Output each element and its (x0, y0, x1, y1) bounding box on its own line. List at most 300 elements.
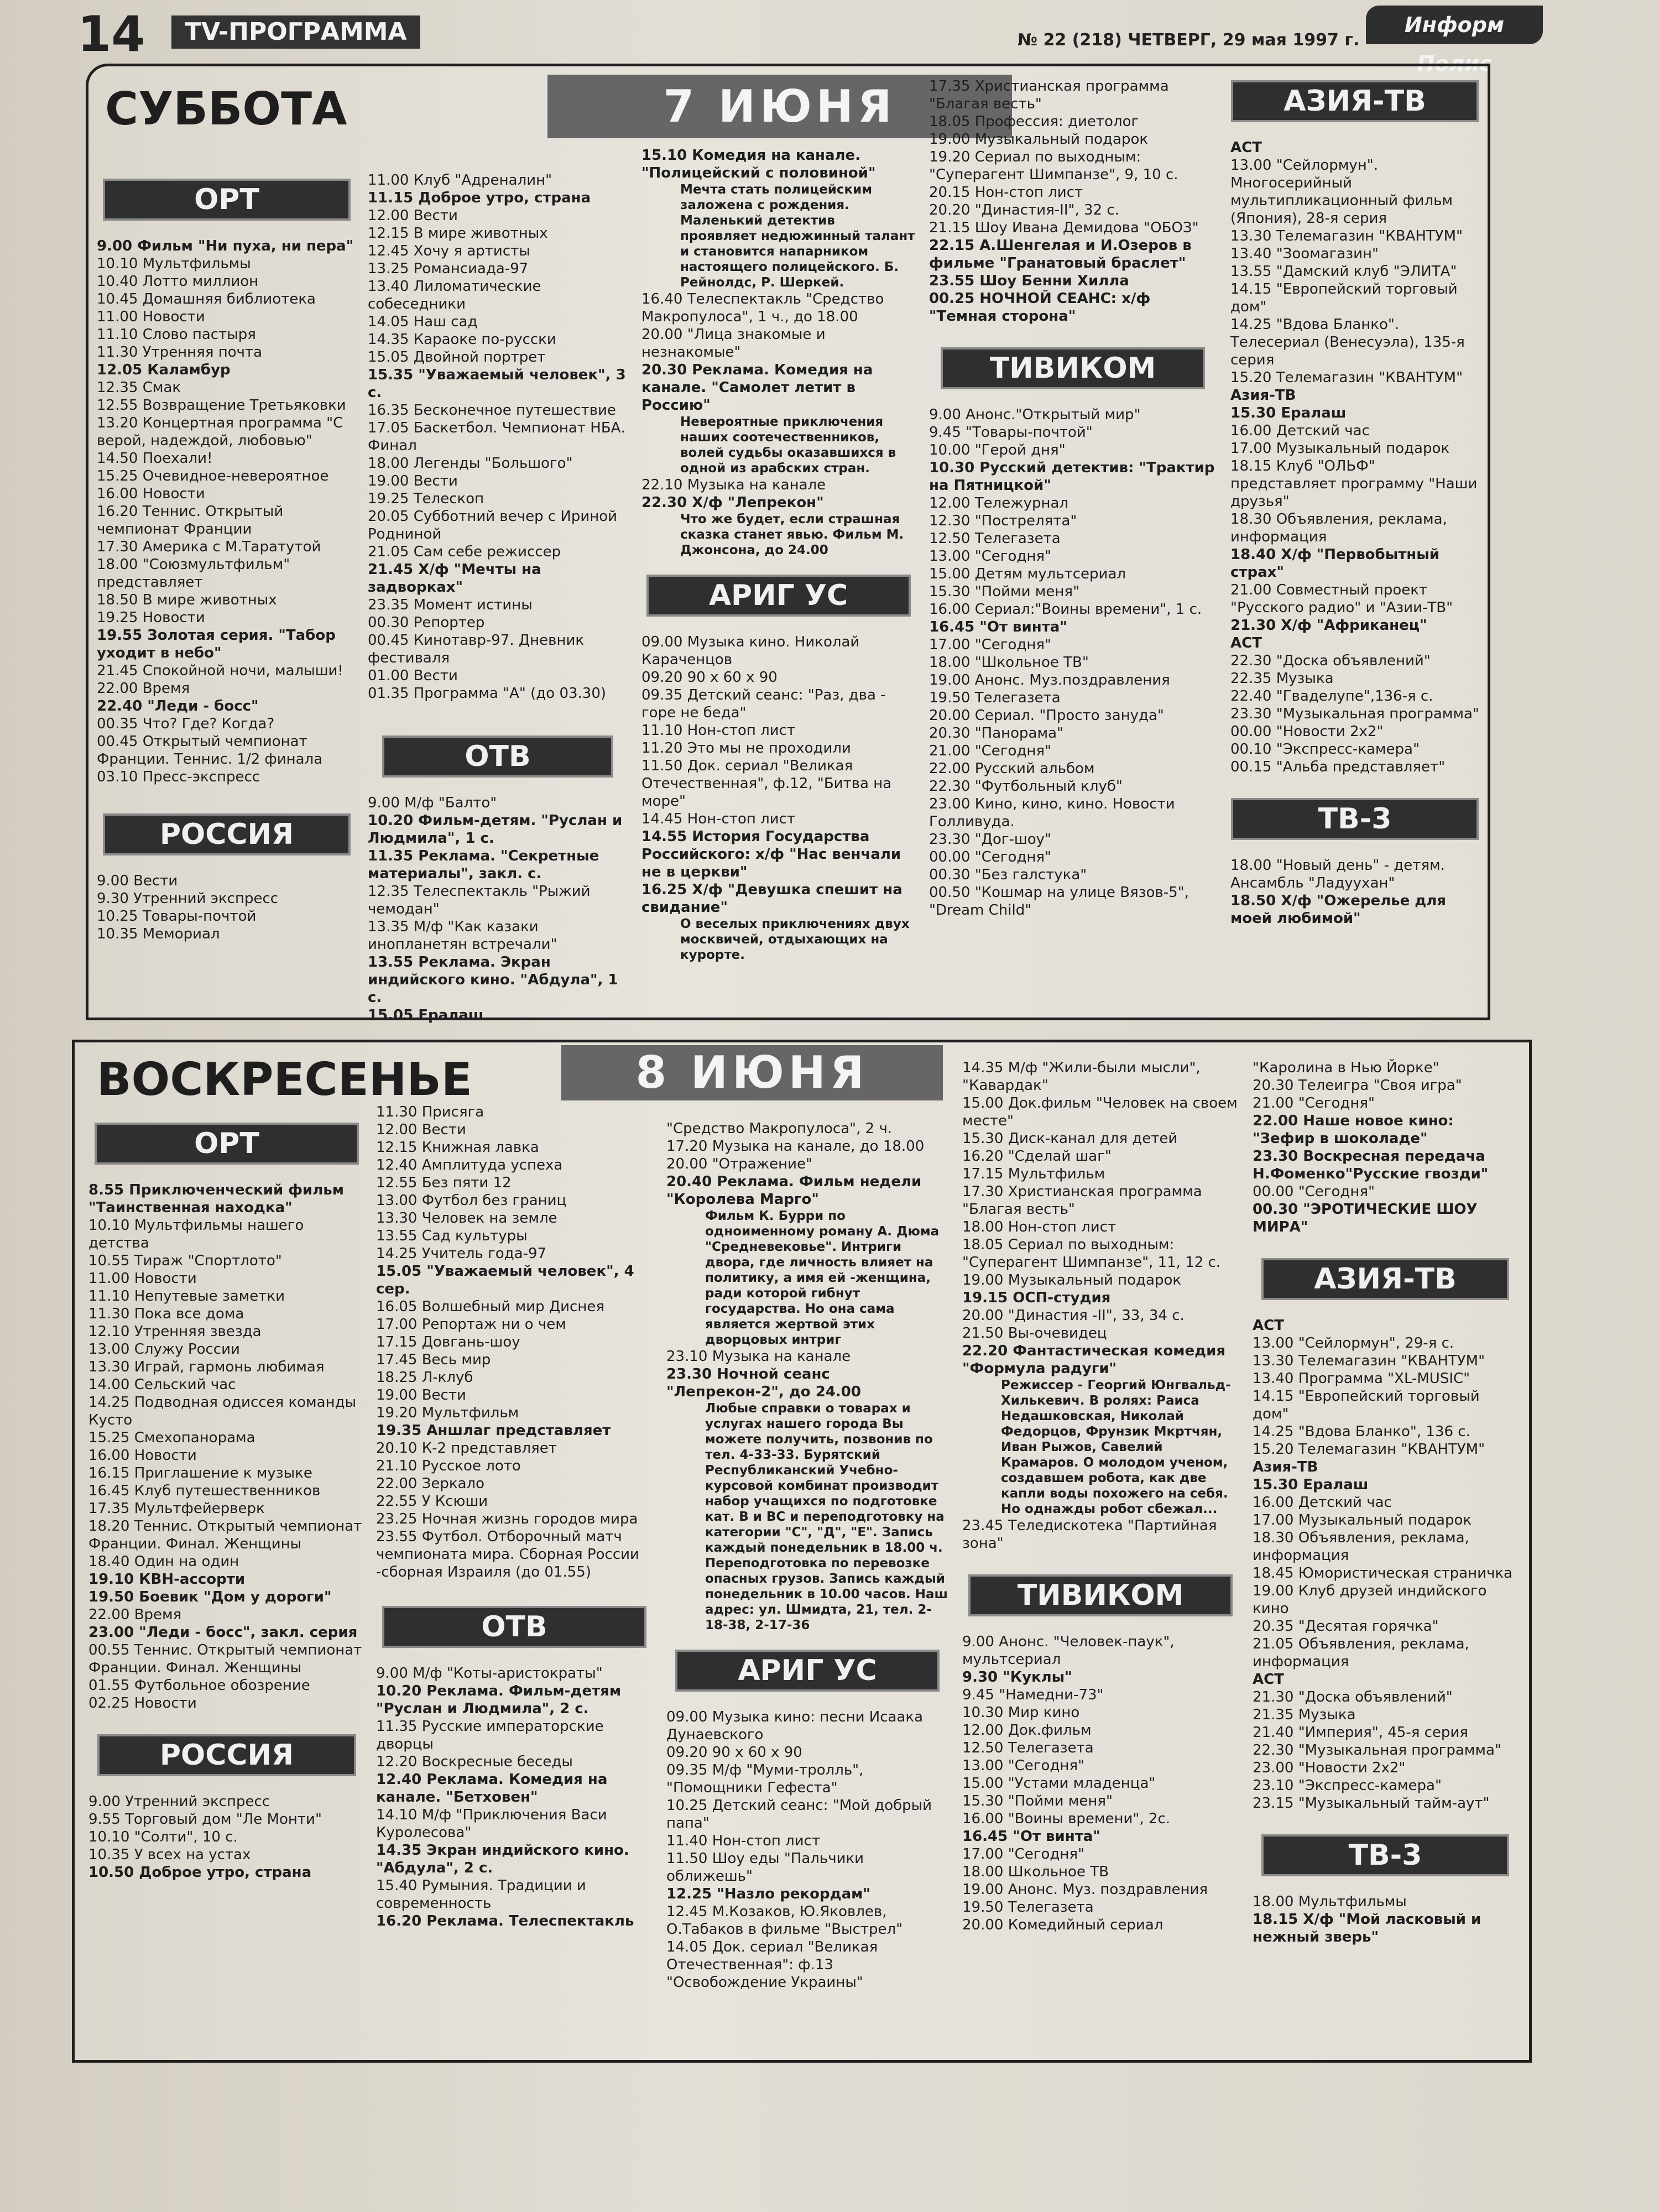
program-item: 16.20 Реклама. Телеспектакль (376, 1913, 634, 1929)
program-item: 22.40 "Леди - босс" (97, 698, 259, 714)
program-item: 15.00 Детям мультсериал (929, 566, 1126, 582)
channel-logo-rossiya: РОССИЯ (103, 813, 351, 855)
channel-logo-aziya: АЗИЯ-ТВ (1231, 80, 1479, 122)
program-item: 23.55 Футбол. Отборочный матч чемпионата мира. Сборная России -сборная Израиля (до 01.55) (376, 1528, 639, 1580)
channel-logo-aziya: АЗИЯ-ТВ (1261, 1258, 1509, 1300)
program-item: 11.50 Шоу еды "Пальчики оближешь" (666, 1850, 864, 1885)
program-list (376, 1103, 653, 1581)
program-item: 15.25 Очевидное-невероятное (97, 468, 329, 484)
program-item: 16.20 Теннис. Открытый чемпионат Франции (97, 503, 284, 538)
program-item: 01.00 Вести (368, 667, 458, 684)
program-item: 18.00 Мультфильмы (1253, 1893, 1407, 1910)
program-item: 23.10 Музыка на канале (666, 1348, 851, 1365)
program-item: 13.30 Телемагазин "КВАНТУМ" (1253, 1353, 1485, 1369)
program-item: 13.30 Человек на земле (376, 1210, 557, 1227)
program-item: 13.40 "Зоомагазин" (1230, 246, 1379, 262)
program-item: 8.55 Приключенческий фильм "Таинственная находка" (88, 1182, 344, 1216)
program-item: 19.15 ОСП-студия (962, 1290, 1111, 1306)
program-item: 11.50 Док. сериал "Великая Отечественная", ф.12, "Битва на море" (641, 758, 892, 810)
program-item: 13.55 Реклама. Экран индийского кино. "Абдула", 1 с. (368, 954, 618, 1006)
channel-column-tivikom (962, 1059, 1239, 2052)
program-item: 15.30 Ералаш (1230, 405, 1347, 421)
channel-column-aziya (1253, 1059, 1518, 2052)
program-item: 9.00 Анонс. "Человек-паук", мультсериал (962, 1634, 1175, 1668)
program-item: 19.00 Вести (376, 1387, 466, 1404)
program-item: 16.00 Новости (88, 1447, 197, 1464)
program-item: 16.00 Детский час (1253, 1494, 1392, 1511)
channel-column-aziya (1230, 80, 1479, 1015)
program-item: 15.30 "Пойми меня" (962, 1793, 1113, 1809)
program-item: 00.00 "Новости 2х2" (1230, 723, 1384, 740)
program-note: Любые справки о товарах и услугах нашего города Вы можете получить, позвонив по тел. 4-33-33. Бурятский Республиканский Учебно-курсовой комбинат производит набор учащихся по подготовке кат. В и ВС и переподготовку на категории "С", "Д", "Е". Запись каждый понедельник в 18.00 ч. Переподготовка по перевозке опасных грузов. Запись каждый понедельник в 10.00 часов. Наш адрес: ул. Шмидта, 21, тел. 2-18-38, 2-17-36 (705, 1401, 948, 1632)
program-item: 19.20 Сериал по выходным: "Суперагент Шимпанзе", 9, 10 с. (929, 149, 1178, 183)
program-item: 17.30 Америка с М.Таратутой (97, 539, 321, 555)
program-item: 9.00 М/ф "Коты-аристократы" (376, 1665, 603, 1682)
program-item: 23.30 Ночной сеанс "Лепрекон-2", до 24.00 (666, 1366, 861, 1400)
program-item: 10.55 Тираж "Спортлото" (88, 1253, 282, 1269)
program-item: 11.35 Реклама. "Секретные материалы", закл. с. (368, 848, 599, 882)
program-item: 11.35 Русские императорские дворцы (376, 1718, 604, 1752)
program-item: 18.00 Школьное ТВ (962, 1864, 1109, 1880)
program-item: 16.00 Новости (97, 486, 205, 502)
program-item: 14.15 "Европейский торговый дом" (1230, 281, 1458, 315)
program-item: 15.05 Ералаш (368, 1007, 484, 1024)
program-item: 15.20 Телемагазин "КВАНТУМ" (1253, 1441, 1485, 1458)
program-item: 18.40 Один на один (88, 1553, 239, 1570)
channel-logo-otv: ОТВ (382, 735, 613, 778)
program-list (1253, 1893, 1518, 1946)
program-item: 9.45 "Товары-почтой" (929, 424, 1093, 441)
program-item: 18.25 Л-клуб (376, 1369, 473, 1386)
program-item: 23.55 Шоу Бенни Хилла (929, 273, 1129, 289)
program-item: 19.50 Боевик "Дом у дороги" (88, 1589, 332, 1605)
program-item: 16.45 "От винта" (929, 619, 1067, 635)
program-item: 14.05 Док. сериал "Великая Отечественная": ф.13 "Освобождение Украины" (666, 1939, 878, 1991)
program-item: 18.05 Сериал по выходным: "Суперагент Шимпанзе", 11, 12 с. (962, 1237, 1221, 1271)
program-item: 16.25 Х/ф "Девушка спешит на свидание" (641, 881, 902, 916)
program-item: 19.25 Телескоп (368, 491, 484, 507)
program-item: 14.35 Экран индийского кино. "Абдула", 2 с. (376, 1842, 629, 1876)
program-item: 14.35 М/ф "Жили-были мысли", "Кавардак" (962, 1060, 1201, 1094)
program-item: 11.00 Новости (88, 1270, 197, 1287)
program-item: 13.25 Романсиада-97 (368, 260, 529, 277)
program-item: 19.10 КВН-ассорти (88, 1571, 246, 1588)
program-item: 19.50 Телегазета (929, 690, 1061, 706)
program-item: 22.35 Музыка (1230, 670, 1334, 687)
program-list (666, 1120, 948, 1633)
program-item: 16.00 "Воины времени", 2с. (962, 1811, 1171, 1827)
program-item: 15.05 Двойной портрет (368, 349, 546, 366)
program-item: 18.00 "Новый день" - детям. Ансамбль "Ладуухан" (1230, 857, 1445, 891)
program-item: 10.50 Доброе утро, страна (88, 1864, 312, 1881)
day-date: 7 ИЮНЯ (547, 75, 1012, 138)
program-item: 15.10 Комедия на канале. "Полицейский с половиной" (641, 147, 876, 181)
program-item: 11.30 Присяга (376, 1104, 484, 1120)
program-item: 00.45 Кинотавр-97. Дневник фестиваля (368, 632, 585, 666)
program-item: 20.00 "Лица знакомые и незнакомые" (641, 326, 826, 361)
program-item: 15.05 "Уважаемый человек", 4 сер. (376, 1263, 634, 1297)
program-item: 00.50 "Кошмар на улице Вязов-5", "Dream Child" (929, 884, 1189, 919)
day-name: ВОСКРЕСЕНЬЕ (97, 1053, 472, 1106)
program-item: 21.10 Русское лото (376, 1458, 521, 1474)
program-note: Невероятные приключения наших соотечественников, волей судьбы оказавшихся в одной из арабских стран. (680, 415, 896, 476)
program-list (376, 1665, 653, 1930)
program-item: 14.25 Подводная одиссея команды Кусто (88, 1394, 357, 1428)
program-list (368, 171, 628, 702)
program-item: 12.45 М.Козаков, Ю.Яковлев, О.Табаков в фильме "Выстрел" (666, 1903, 903, 1938)
program-item: АСТ (1230, 635, 1262, 651)
program-item: 12.45 Хочу я артисты (368, 243, 530, 259)
program-item: 18.15 Х/ф "Мой ласковый и нежный зверь" (1253, 1911, 1481, 1945)
program-item: 16.45 Клуб путешественников (88, 1483, 321, 1499)
program-item: 00.00 "Сегодня" (1253, 1183, 1375, 1200)
program-item: 15.00 Док.фильм "Человек на своем месте" (962, 1095, 1238, 1129)
day-date: 8 ИЮНЯ (561, 1045, 943, 1100)
program-item: 13.00 "Сейлормун". Многосерийный мультипликационный фильм (Япония), 28-я серия (1230, 157, 1453, 227)
program-note: Фильм К. Бурри по одноименному роману А. Дюма "Средневековье". Интриги двора, где личность влияет на политику, а имя ей -женщина, ради которой гибнут государства. Но она сама является жертвой этих дворцовых интриг (705, 1209, 940, 1347)
channel-column-otv-cont (666, 1120, 948, 2052)
program-item: 12.25 "Назло рекордам" (666, 1886, 870, 1902)
program-item: 12.00 Тележурнал (929, 495, 1069, 512)
program-item: 18.00 Легенды "Большого" (368, 455, 573, 472)
channel-logo-tivikom: ТИВИКОМ (968, 1574, 1233, 1616)
channel-logo-arig: АРИГ УС (646, 575, 911, 617)
program-item: 17.00 "Сегодня" (929, 637, 1051, 653)
program-item: 21.35 Музыка (1253, 1707, 1356, 1723)
program-item: 13.00 "Сегодня" (929, 548, 1051, 565)
program-item: 18.50 В мире животных (97, 592, 277, 608)
program-item: 20.00 "Династия -II", 33, 34 с. (962, 1307, 1185, 1324)
program-item: 11.30 Утренняя почта (97, 344, 263, 361)
program-item: 13.00 "Сейлормун", 29-я с. (1253, 1335, 1454, 1352)
program-note: О веселых приключениях двух москвичей, отдыхающих на курорте. (680, 917, 910, 962)
program-item: 21.30 Х/ф "Африканец" (1230, 617, 1427, 634)
program-item: 01.35 Программа "А" (до 03.30) (368, 685, 607, 702)
program-list (962, 1633, 1239, 1934)
program-item: 14.15 "Европейский торговый дом" (1253, 1388, 1480, 1422)
program-item: 10.20 Фильм-детям. "Руслан и Людмила", 1 с. (368, 812, 623, 847)
channel-column-ort (97, 169, 357, 1015)
program-item: 9.55 Торговый дом "Ле Монти" (88, 1811, 322, 1828)
program-item: 12.15 В мире животных (368, 225, 548, 242)
program-item: 19.35 Аншлаг представляет (376, 1422, 611, 1439)
program-item: 09.00 Музыка кино. Николай Караченцов (641, 634, 860, 668)
channel-column-ort (88, 1123, 365, 2052)
program-item: 12.00 Док.фильм (962, 1722, 1092, 1739)
program-list (1253, 1059, 1518, 1236)
program-item: 17.45 Весь мир (376, 1352, 491, 1368)
program-item: Азия-ТВ (1253, 1459, 1318, 1475)
program-item: 20.35 "Десятая горячка" (1253, 1618, 1439, 1635)
program-item: 18.00 Нон-стоп лист (962, 1219, 1117, 1235)
program-item: 20.15 Нон-стоп лист (929, 184, 1083, 201)
program-item: 18.30 Объявления, реклама, информация (1230, 511, 1447, 545)
program-item: 20.30 Телеигра "Своя игра" (1253, 1077, 1462, 1094)
program-list (88, 1181, 365, 1712)
program-item: 15.30 Диск-канал для детей (962, 1130, 1178, 1147)
program-item: 14.10 М/ф "Приключения Васи Куролесова" (376, 1807, 607, 1841)
program-item: 00.15 "Альба представляет" (1230, 759, 1446, 775)
program-item: 12.40 Амплитуда успеха (376, 1157, 563, 1173)
program-item: 13.20 Концертная программа "С верой, надеждой, любовью" (97, 415, 343, 449)
program-item: 11.30 Пока все дома (88, 1306, 244, 1322)
program-item: 12.00 Вести (368, 207, 458, 224)
program-item: 10.25 Товары-почтой (97, 908, 257, 925)
program-item: 15.25 Смехопанорама (88, 1430, 255, 1446)
program-item: 15.30 "Пойми меня" (929, 583, 1079, 600)
program-item: 20.40 Реклама. Фильм недели "Королева Марго" (666, 1173, 922, 1208)
program-item: АСТ (1253, 1671, 1284, 1688)
program-item: 9.30 "Куклы" (962, 1669, 1072, 1686)
program-note: Мечта стать полицейским заложена с рождения. Маленький детектив проявляет недюжинный талант и становится напарником настоящего полицейского. Б. Рейнолдс, Р. Шеркей. (680, 182, 915, 290)
program-list (1230, 139, 1479, 776)
channel-logo-tivikom: ТИВИКОМ (941, 347, 1205, 389)
program-item: 00.30 "Без галстука" (929, 867, 1087, 883)
program-item: 13.00 Футбол без границ (376, 1192, 567, 1209)
saturday-schedule (86, 64, 1490, 1024)
program-item: 21.45 Х/ф "Мечты на задворках" (368, 561, 541, 596)
program-item: 10.10 "Солти", 10 с. (88, 1829, 238, 1845)
program-item: 10.35 У всех на устах (88, 1846, 251, 1863)
program-item: 17.00 "Сегодня" (962, 1846, 1084, 1863)
program-item: 19.00 Музыкальный подарок (929, 131, 1149, 148)
page-number: 14 (77, 6, 145, 62)
program-item: 22.15 А.Шенгелая и И.Озеров в фильме "Гранатовый браслет" (929, 237, 1192, 272)
program-item: 13.30 Играй, гармонь любимая (88, 1359, 325, 1375)
program-item: 23.30 "Дог-шоу" (929, 831, 1051, 848)
program-item: 12.40 Реклама. Комедия на канале. "Бетховен" (376, 1771, 608, 1806)
masthead (77, 6, 1637, 76)
channel-logo-tv3: ТВ-3 (1231, 798, 1479, 840)
program-item: 18.00 "Школьное ТВ" (929, 654, 1089, 671)
program-item: 10.40 Лотто миллион (97, 273, 259, 290)
program-item: 10.25 Детский сеанс: "Мой добрый папа" (666, 1797, 932, 1832)
program-item: 23.30 Воскресная передача Н.Фоменко"Русские гвозди" (1253, 1148, 1489, 1182)
program-item: 22.00 Время (88, 1606, 182, 1623)
program-item: 18.20 Теннис. Открытый чемпионат Франции. Финал. Женщины (88, 1518, 362, 1552)
program-list (641, 147, 915, 558)
program-item: 21.40 "Империя", 45-я серия (1253, 1724, 1468, 1741)
program-item: 02.25 Новости (88, 1695, 197, 1712)
program-item: 15.30 Ералаш (1253, 1477, 1369, 1493)
program-item: 16.40 Телеспектакль "Средство Макропулоса", 1 ч., до 18.00 (641, 291, 884, 325)
program-item: Азия-ТВ (1230, 387, 1296, 404)
program-item: 17.00 Репортаж ни о чем (376, 1316, 566, 1333)
program-item: 12.55 Возвращение Третьяковки (97, 397, 346, 414)
channel-column-tivikom (929, 77, 1217, 1015)
program-item: 13.35 М/ф "Как казаки инопланетян встречали" (368, 919, 557, 953)
channel-logo-ort: ОРТ (103, 179, 351, 221)
program-item: 12.30 "Пострелята" (929, 513, 1077, 529)
sunday-schedule (72, 1040, 1532, 2063)
program-item: 23.00 "Новости 2х2" (1253, 1760, 1406, 1776)
program-item: 12.50 Телегазета (929, 530, 1061, 547)
program-item: 12.50 Телегазета (962, 1740, 1094, 1756)
program-item: 10.45 Домашняя библиотека (97, 291, 316, 307)
program-item: 21.05 Сам себе режиссер (368, 544, 561, 560)
program-item: 23.45 Теледискотека "Партийная зона" (962, 1517, 1217, 1552)
program-item: 13.30 Телемагазин "КВАНТУМ" (1230, 228, 1463, 244)
program-item: 10.30 Русский детектив: "Трактир на Пятницкой" (929, 460, 1215, 494)
program-item: 17.15 Мультфильм (962, 1166, 1105, 1182)
program-item: 11.10 Нон-стоп лист (641, 722, 796, 739)
program-item: 22.30 "Музыкальная программа" (1253, 1742, 1501, 1759)
program-item: 13.55 "Дамский клуб "ЭЛИТА" (1230, 263, 1457, 280)
program-item: 19.00 Анонс. Муз. поздравления (962, 1881, 1208, 1898)
program-item: 09.00 Музыка кино: песни Исаака Дунаевского (666, 1709, 924, 1743)
program-item: 21.30 "Доска объявлений" (1253, 1689, 1453, 1705)
program-note: Что же будет, если страшная сказка станет явью. Фильм М. Джонсона, до 24.00 (680, 512, 904, 557)
program-item: 22.00 Русский альбом (929, 760, 1095, 777)
program-item: 14.25 "Вдова Бланко". Телесериал (Венесуэла), 135-я серия (1230, 316, 1465, 368)
channel-logo-ort: ОРТ (95, 1123, 359, 1165)
program-item: 14.55 История Государства Российского: х/ф "Нас венчали не в церкви" (641, 828, 901, 880)
issue-info: № 22 (218) ЧЕТВЕРГ, 29 мая 1997 г. (1018, 30, 1360, 50)
program-item: 22.30 "Доска объявлений" (1230, 653, 1431, 669)
program-item: 10.00 "Герой дня" (929, 442, 1066, 458)
program-item: 22.30 "Футбольный клуб" (929, 778, 1123, 795)
program-item: 03.10 Пресс-экспресс (97, 769, 260, 785)
program-item: 22.30 Х/ф "Лепрекон" (641, 494, 824, 511)
program-item: 9.00 Вести (97, 873, 178, 889)
program-item: 17.35 Христианская программа "Благая весть" (929, 78, 1169, 112)
program-item: 21.45 Спокойной ночи, малыши! (97, 662, 343, 679)
section-title: TV-ПРОГРАММА (171, 15, 420, 49)
program-item: 14.05 Наш сад (368, 314, 478, 330)
program-item: 23.30 "Музыкальная программа" (1230, 706, 1479, 722)
program-item: АСТ (1253, 1317, 1284, 1334)
program-item: 10.30 Мир кино (962, 1704, 1080, 1721)
program-item: 22.40 "Гваделупе",136-я с. (1230, 688, 1433, 705)
program-item: 21.05 Объявления, реклама, информация (1253, 1636, 1469, 1670)
program-item: 20.00 Комедийный сериал (962, 1917, 1164, 1933)
program-item: 23.00 "Леди - босс", закл. серия (88, 1624, 358, 1641)
program-item: 18.30 Объявления, реклама, информация (1253, 1530, 1469, 1564)
program-item: 9.00 Утренний экспресс (88, 1793, 270, 1810)
program-item: 09.20 90 х 60 х 90 (641, 669, 778, 686)
program-item: 12.35 Телеспектакль "Рыжий чемодан" (368, 883, 591, 917)
program-item: 20.30 Реклама. Комедия на канале. "Самолет летит в Россию" (641, 362, 873, 414)
program-item: 23.25 Ночная жизнь городов мира (376, 1511, 638, 1527)
program-item: 09.35 М/ф "Муми-тролль", "Помощники Гефеста" (666, 1762, 864, 1796)
program-item: 18.50 Х/ф "Ожерелье для моей любимой" (1230, 893, 1446, 927)
program-item: 17.15 Довгань-шоу (376, 1334, 520, 1350)
program-item: 00.30 Репортер (368, 614, 485, 631)
program-item: 22.20 Фантастическая комедия "Формула радуги" (962, 1343, 1226, 1377)
program-item: 12.35 Смак (97, 379, 181, 396)
program-item: 20.20 "Династия-II", 32 с. (929, 202, 1119, 218)
program-item: 23.10 "Экспресс-камера" (1253, 1777, 1442, 1794)
program-item: 18.45 Юмористическая страничка (1253, 1565, 1512, 1582)
program-item: 18.05 Профессия: диетолог (929, 113, 1139, 130)
program-item: 19.00 Вести (368, 473, 458, 489)
program-list (97, 237, 357, 786)
program-item: 00.35 Что? Где? Когда? (97, 716, 275, 732)
channel-logo-tv3: ТВ-3 (1261, 1834, 1509, 1876)
program-item: 09.20 90 х 60 х 90 (666, 1744, 802, 1761)
program-item: 17.05 Баскетбол. Чемпионат НБА. Финал (368, 420, 625, 454)
program-item: 00.10 "Экспресс-камера" (1230, 741, 1420, 758)
program-item: 14.25 "Вдова Бланко", 136 с. (1253, 1423, 1470, 1440)
program-list (929, 77, 1217, 325)
program-item: 11.10 Непутевые заметки (88, 1288, 285, 1305)
program-item: 18.15 Клуб "ОЛЬФ" представляет программу "Наши друзья" (1230, 458, 1478, 510)
program-item: 20.10 К-2 представляет (376, 1440, 557, 1457)
program-item: 10.10 Мультфильмы (97, 255, 251, 272)
program-item: 23.15 "Музыкальный тайм-аут" (1253, 1795, 1490, 1812)
program-item: 13.00 "Сегодня" (962, 1757, 1084, 1774)
day-name: СУББОТА (105, 83, 347, 135)
program-item: 14.45 Нон-стоп лист (641, 811, 796, 827)
program-item: 15.20 Телемагазин "КВАНТУМ" (1230, 369, 1463, 386)
program-item: 09.35 Детский сеанс: "Раз, два - горе не беда" (641, 687, 886, 721)
program-item: 20.00 "Отражение" (666, 1156, 812, 1172)
program-item: 18.00 "Союзмультфильм" представляет (97, 556, 290, 591)
program-item: 19.00 Музыкальный подарок (962, 1272, 1182, 1288)
program-item: 15.35 "Уважаемый человек", 3 с. (368, 367, 626, 401)
program-item: 19.00 Анонс. Муз.поздравления (929, 672, 1170, 688)
program-item: "Средство Макропулоса", 2 ч. (666, 1120, 893, 1137)
program-item: 21.00 Совместный проект "Русского радио" и "Азии-ТВ" (1230, 582, 1453, 616)
program-item: 14.35 Караоке по-русски (368, 331, 556, 348)
program-item: 23.35 Момент истины (368, 597, 533, 613)
program-item: 20.05 Субботний вечер с Ириной Родниной (368, 508, 618, 542)
program-item: 17.00 Музыкальный подарок (1253, 1512, 1472, 1528)
program-item: 17.20 Музыка на канале, до 18.00 (666, 1138, 925, 1155)
program-item: 12.10 Утренняя звезда (88, 1323, 262, 1340)
program-item: 22.00 Зеркало (376, 1475, 485, 1492)
program-item: 12.55 Без пяти 12 (376, 1175, 512, 1191)
program-item: 00.25 НОЧНОЙ СЕАНС: х/ф "Темная сторона" (929, 290, 1151, 325)
program-item: 16.00 Детский час (1230, 422, 1370, 439)
program-item: 13.40 Программа "XL-MUSIC" (1253, 1370, 1470, 1387)
program-item: 00.45 Открытый чемпионат Франции. Теннис. 1/2 финала (97, 733, 323, 768)
program-item: 16.45 "От винта" (962, 1828, 1100, 1845)
program-item: 9.30 Утренний экспресс (97, 890, 279, 907)
program-item: 9.00 Фильм "Ни пуха, ни пера" (97, 238, 354, 254)
channel-column-otv-cont (641, 147, 915, 1015)
channel-logo-rossiya: РОССИЯ (97, 1734, 356, 1776)
program-item: 22.55 У Ксюши (376, 1493, 488, 1510)
program-item: 12.15 Книжная лавка (376, 1139, 539, 1156)
program-item: 9.00 М/ф "Балто" (368, 795, 497, 811)
program-item: 13.40 Лиломатические собеседники (368, 278, 541, 312)
program-list (1253, 1317, 1518, 1812)
program-item: 16.00 Сериал:"Воины времени", 1 с. (929, 601, 1202, 618)
program-item: 16.15 Приглашение к музыке (88, 1465, 312, 1481)
channel-logo-arig: АРИГ УС (675, 1650, 940, 1692)
channel-logo-otv: ОТВ (382, 1606, 646, 1648)
program-item: 13.55 Сад культуры (376, 1228, 528, 1244)
program-item: 13.00 Служу России (88, 1341, 240, 1358)
program-item: 19.55 Золотая серия. "Табор уходит в небо" (97, 627, 336, 661)
program-item: 20.00 Сериал. "Просто зануда" (929, 707, 1164, 724)
program-item: 14.25 Учитель года-97 (376, 1245, 547, 1262)
program-list (97, 872, 357, 943)
program-list (962, 1059, 1239, 1552)
program-item: 21.50 Вы-очевидец (962, 1325, 1107, 1342)
program-item: 00.00 "Сегодня" (929, 849, 1051, 865)
program-item: "Каролина в Нью Йорке" (1253, 1060, 1439, 1076)
program-item: 17.30 Христианская программа "Благая весть" (962, 1183, 1202, 1218)
program-item: 15.00 "Устами младенца" (962, 1775, 1156, 1792)
program-item: 11.00 Новости (97, 309, 205, 325)
program-list (1230, 857, 1479, 927)
program-item: 23.00 Кино, кино, кино. Новости Голливуда. (929, 796, 1175, 830)
program-item: 14.50 Поехали! (97, 450, 213, 467)
program-list (88, 1793, 365, 1881)
program-item: 9.45 "Намедни-73" (962, 1687, 1104, 1703)
